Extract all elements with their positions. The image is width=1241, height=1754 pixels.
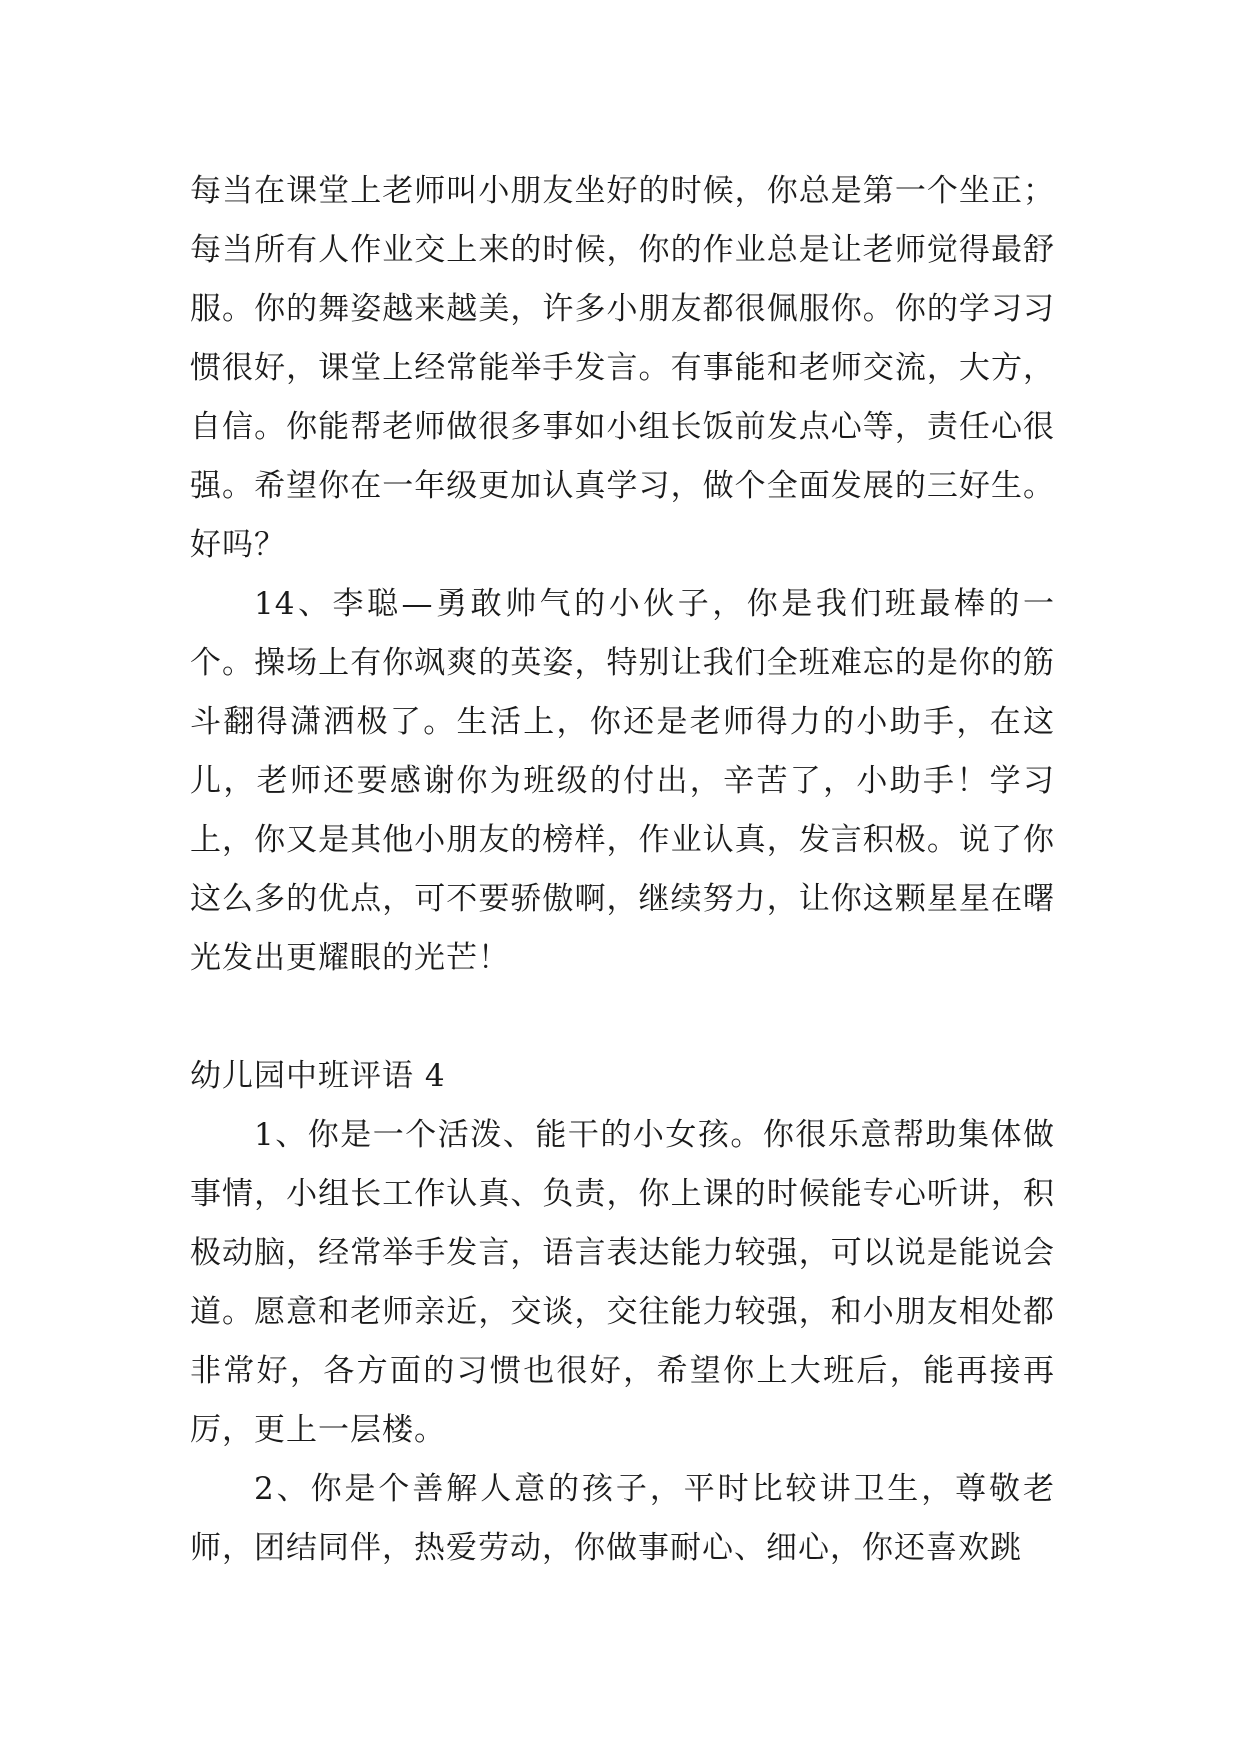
paragraph-item-14: 14、李聪—勇敢帅气的小伙子，你是我们班最棒的一个。操场上有你飒爽的英姿，特别让我们全班难忘的是你的筋斗翻得潇洒极了。生活上，你还是老师得力的小助手，在这儿，老师还要感谢你为班级的付出，辛苦了，小助手！学习上，你又是其他小朋友的榜样，作业认真，发言积极。说了你这么多的优点，可不要骄傲啊，继续努力，让你这颗星星在曙光发出更耀眼的光芒！ (190, 586, 1055, 976)
paragraph-item-1: 1、你是一个活泼、能干的小女孩。你很乐意帮助集体做事情，小组长工作认真、负责，你上课的时候能专心听讲，积极动脑，经常举手发言，语言表达能力较强，可以说是能说会道。愿意和老师亲近，交谈，交往能力较强，和小朋友相处都非常好，各方面的习惯也很好，希望你上大班后，能再接再厉，更上一层楼。 (190, 1117, 1055, 1448)
paragraph-item-2: 2、你是个善解人意的孩子，平时比较讲卫生，尊敬老师，团结同伴，热爱劳动，你做事耐心、细心，你还喜欢跳 (190, 1471, 1055, 1566)
section-heading: 幼儿园中班评语 4 (190, 1058, 446, 1094)
paragraph-continuation: 每当在课堂上老师叫小朋友坐好的时候，你总是第一个坐正；每当所有人作业交上来的时候，你的作业总是让老师觉得最舒服。你的舞姿越来越美，许多小朋友都很佩服你。你的学习习惯很好，课堂上经常能举手发言。有事能和老师交流，大方，自信。你能帮老师做很多事如小组长饭前发点心等，责任心很强。希望你在一年级更加认真学习，做个全面发展的三好生。好吗？ (190, 173, 1055, 563)
document-body (190, 162, 1055, 1578)
